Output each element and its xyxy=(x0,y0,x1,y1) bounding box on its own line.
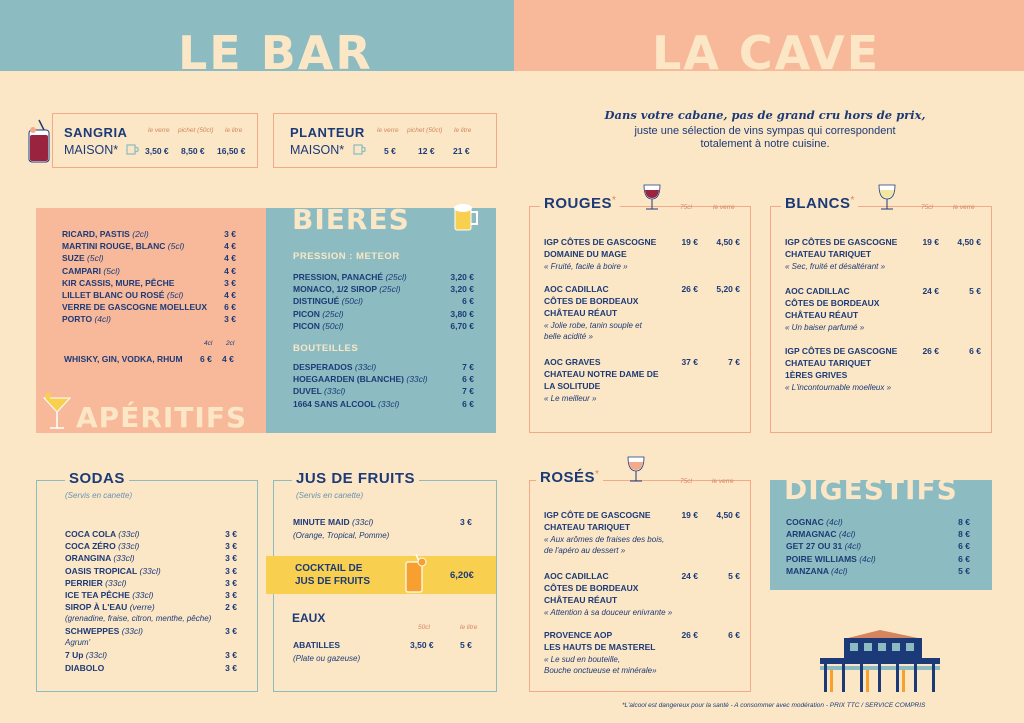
wine-line: IGP CÔTE DE GASCOGNE xyxy=(544,510,651,520)
bouteille-item-name xyxy=(293,398,399,410)
aperitif-item-name xyxy=(62,289,183,301)
aperitif-item-label: PORTO xyxy=(62,314,93,325)
minute-maid-price: 3 € xyxy=(460,517,472,527)
soda-item-name xyxy=(65,552,135,564)
pression-item-vol: (50cl) xyxy=(341,296,363,307)
wine-line: LES HAUTS DE MASTEREL xyxy=(544,642,656,652)
soda-item-price: 3 € xyxy=(225,529,237,539)
soda-item-name xyxy=(65,589,154,601)
wine-price-glass: 5,20 € xyxy=(716,284,740,294)
digestif-item-vol: (4cl) xyxy=(838,529,856,540)
digestif-item-vol: (4cl) xyxy=(859,553,876,564)
aperitif-item-price: 4 € xyxy=(224,253,236,264)
minute-maid-label: MINUTE MAID xyxy=(293,517,350,527)
planteur-price-3: 21 € xyxy=(453,146,470,156)
soda-item-price: 3 € xyxy=(225,565,237,576)
sangria-price-2: 8,50 € xyxy=(181,146,205,156)
wine-line: PROVENCE AOP xyxy=(544,630,613,640)
abatilles-desc: (Plate ou gazeuse) xyxy=(293,654,361,663)
roses-panel xyxy=(529,469,751,692)
soda-item-label: ICE TEA PÊCHE xyxy=(65,590,130,600)
sangria-name-2: MAISON* xyxy=(64,143,119,157)
wine-price-bottle: 19 € xyxy=(922,237,939,247)
digestif-item-vol: (4cl) xyxy=(831,565,848,576)
wine-desc: « Aux arômes de fraises des bois, xyxy=(544,535,665,544)
wine-price-bottle: 26 € xyxy=(681,284,698,294)
intro-line-3: totalement à notre cuisine. xyxy=(700,138,830,150)
sodas-sub: (Servis en canette) xyxy=(65,491,133,500)
bouteille-item-price: 7 € xyxy=(462,386,474,397)
wine-price-glass: 4,50 € xyxy=(957,237,981,247)
wine-line: CHÂTEAU RÉAUT xyxy=(544,595,618,605)
wine-line: IGP CÔTES DE GASCOGNE xyxy=(544,237,657,247)
soda-item-price: 3 € xyxy=(225,541,237,552)
whisky-name: WHISKY, GIN, VODKA, RHUM xyxy=(64,354,183,364)
digestif-item-label: COGNAC xyxy=(786,517,824,527)
minute-maid-name xyxy=(293,516,373,528)
roses-col-1: 75cl xyxy=(680,478,692,485)
soda-item-vol: (verre) xyxy=(129,602,155,613)
cocktail-label xyxy=(295,562,370,588)
digestif-item-price: 5 € xyxy=(958,565,970,576)
planteur-price-1: 5 € xyxy=(384,146,396,156)
cocktail-banner xyxy=(266,556,496,594)
aperitif-item-name xyxy=(62,240,184,252)
pression-item-vol: (25cl) xyxy=(379,284,401,295)
wine-price-glass: 4,50 € xyxy=(716,510,740,520)
digestif-item-name xyxy=(786,528,855,540)
bouteille-item-label: DESPERADOS xyxy=(293,362,353,372)
red-wine-glass-icon xyxy=(640,179,664,213)
blancs-panel xyxy=(770,195,992,433)
bouteille-item-name xyxy=(293,373,428,385)
soda-item-vol: (33cl) xyxy=(139,565,161,576)
aperitifs-title: APÉRITIFS xyxy=(76,401,248,434)
digestif-item-price: 6 € xyxy=(958,541,970,552)
rouges-col-1: 75cl xyxy=(680,204,692,211)
soda-item-name xyxy=(65,601,155,613)
aperitif-item-price: 6 € xyxy=(224,302,236,313)
aperitif-item-vol: (5cl) xyxy=(166,290,184,300)
soda-item-vol: (33cl) xyxy=(118,541,140,552)
pression-item-price: 3,80 € xyxy=(450,308,474,319)
wine-desc: belle acidité » xyxy=(544,332,593,341)
rouges-title: ROUGES xyxy=(544,195,613,212)
cocktail-glass-icon xyxy=(42,390,72,432)
bouteille-item-price: 6 € xyxy=(462,374,474,385)
bouteille-item-vol: (33cl) xyxy=(354,362,377,372)
bouteille-item-label: DUVEL xyxy=(293,386,322,397)
aperitif-item-name xyxy=(62,228,149,240)
wine-price-bottle: 26 € xyxy=(681,630,698,640)
soda-item-vol: (33cl) xyxy=(105,577,127,588)
wine-line: CHATEAU TARIQUET xyxy=(544,522,631,532)
wine-desc: « Le sud en bouteille, xyxy=(544,655,621,664)
wine-line: CHÂTEAU RÉAUT xyxy=(785,310,859,320)
roses-title: ROSÉS xyxy=(540,469,596,486)
sangria-panel xyxy=(52,113,258,168)
soda-item-price: 2 € xyxy=(225,602,237,613)
wine-desc: Bouche onctueuse et minérale» xyxy=(544,666,657,675)
planteur-price-2: 12 € xyxy=(418,146,435,156)
digestif-item-label: ARMAGNAC xyxy=(786,529,837,540)
cave-intro xyxy=(560,108,970,150)
wine-line: IGP CÔTES DE GASCOGNE xyxy=(785,346,898,356)
aperitif-item-vol: (2cl) xyxy=(132,229,149,239)
digestif-item-label: POIRE WILLIAMS xyxy=(786,553,857,564)
wine-line: 1ÈRES GRIVES xyxy=(785,370,848,380)
pression-title: PRESSION : METEOR xyxy=(293,251,400,262)
planteur-panel xyxy=(273,113,497,168)
soda-item-vol: (33cl) xyxy=(113,553,135,564)
abatilles-price-1: 3,50 € xyxy=(410,640,434,650)
jus-title: JUS DE FRUITS xyxy=(292,470,419,487)
rouges-panel xyxy=(529,195,751,433)
aperitif-item-name xyxy=(62,252,104,264)
digestif-item-vol: (4cl) xyxy=(826,517,843,527)
wine-price-glass: 5 € xyxy=(969,286,981,296)
aperitif-item-vol: (4cl) xyxy=(94,314,111,325)
pression-item-label: PICON xyxy=(293,308,320,319)
cocktail-line-1: COCKTAIL DE xyxy=(295,563,363,574)
soda-item-label: SIROP À L'EAU xyxy=(65,602,128,613)
wine-line: CHATEAU TARIQUET xyxy=(785,249,872,259)
wine-price-bottle: 19 € xyxy=(681,237,698,247)
pression-item-name xyxy=(293,295,363,307)
sangria-col-1: le verre xyxy=(148,127,170,134)
pression-item-name xyxy=(293,320,344,332)
aperitif-item-label: CAMPARI xyxy=(62,265,102,276)
aperitif-item-price: 4 € xyxy=(224,241,236,252)
aperitifs-panel xyxy=(36,208,266,433)
pression-item-label: DISTINGUÉ xyxy=(293,296,340,307)
wine-line: IGP CÔTES DE GASCOGNE xyxy=(785,237,898,247)
intro-line-1: Dans votre cabane, pas de grand cru hors de prix, xyxy=(604,108,926,122)
pression-item-vol: (25cl) xyxy=(385,272,407,282)
soda-item-name xyxy=(65,649,107,661)
roses-title-wrap: ROSÉS* xyxy=(536,469,603,487)
soda-item-label: OASIS TROPICAL xyxy=(65,565,138,576)
roses-col-2: le verre xyxy=(712,478,734,485)
sirop-desc: (grenadine, fraise, citron, menthe, pêche) xyxy=(65,614,212,624)
wine-price-glass: 6 € xyxy=(728,630,740,640)
digestif-item-name xyxy=(786,516,843,528)
aperitif-item-vol: (5cl) xyxy=(87,253,104,264)
bouteille-item-price: 6 € xyxy=(462,398,474,409)
wine-desc: « L'incontournable moelleux » xyxy=(785,383,892,392)
cocktail-line-2: JUS DE FRUITS xyxy=(295,576,371,587)
aperitif-item-price: 3 € xyxy=(224,229,236,239)
wine-price-bottle: 26 € xyxy=(922,346,939,356)
soda-item-price: 3 € xyxy=(225,662,237,673)
title-le-bar: LE BAR xyxy=(178,26,373,80)
pression-item-label: PRESSION, PANACHÉ xyxy=(293,272,384,282)
digestif-item-price: 6 € xyxy=(958,553,970,564)
sangria-jug-icon xyxy=(125,143,139,155)
wine-price-glass: 7 € xyxy=(728,357,740,367)
wine-price-bottle: 24 € xyxy=(922,286,939,296)
cocktail-price: 6,20€ xyxy=(450,570,474,581)
planteur-col-1: le verre xyxy=(377,127,399,134)
wine-line: AOC CADILLAC xyxy=(544,284,609,294)
planteur-name: PLANTEUR xyxy=(290,125,365,140)
bieres-panel xyxy=(266,203,496,433)
soda-item-name xyxy=(65,577,126,589)
soda-item-label: 7 Up xyxy=(65,650,84,661)
bieres-title: BIERES xyxy=(292,203,410,236)
digestif-item-vol: (4cl) xyxy=(844,541,862,552)
rouges-col-2: le verre xyxy=(713,204,735,211)
wine-desc: « Fruité, facile à boire » xyxy=(544,262,628,271)
juice-glass-icon xyxy=(402,552,428,594)
wine-line: CÔTES DE BORDEAUX xyxy=(785,298,880,308)
soda-item-name xyxy=(65,565,161,577)
white-wine-glass-icon xyxy=(875,179,899,213)
aperitif-item-price: 3 € xyxy=(224,277,236,288)
eaux-col-2: le litre xyxy=(460,624,478,631)
rose-wine-glass-icon xyxy=(624,451,648,485)
wine-price-bottle: 19 € xyxy=(681,510,698,520)
pression-item-price: 6 € xyxy=(462,296,474,307)
footer-note: *L'alcool est dangereux pour la santé - A consommer avec modération - PRIX TTC / SERVICE COMPRIS xyxy=(622,702,926,709)
sangria-col-2: pichet (50cl) xyxy=(178,127,214,134)
wine-line: LA SOLITUDE xyxy=(544,381,601,391)
aperitif-item-name xyxy=(62,265,120,277)
soda-item-price: 3 € xyxy=(225,577,237,588)
abatilles-name: ABATILLES xyxy=(293,640,341,650)
digestif-item-label: GET 27 OU 31 xyxy=(786,541,843,552)
wine-price-bottle: 24 € xyxy=(681,571,698,581)
soda-item-name xyxy=(65,540,139,552)
digestifs-title: DIGESTIFS xyxy=(784,473,958,506)
bouteilles-title: BOUTEILLES xyxy=(293,343,359,354)
blancs-col-1: 75cl xyxy=(921,204,933,211)
bouteille-item-label: HOEGAARDEN (BLANCHE) xyxy=(293,374,404,385)
digestif-item-label: MANZANA xyxy=(786,565,829,576)
pression-item-name xyxy=(293,271,407,283)
blancs-col-2: le verre xyxy=(953,204,975,211)
bouteille-item-label: 1664 SANS ALCOOL xyxy=(293,398,376,409)
whisky-col-1: 4cl xyxy=(204,340,213,347)
pression-item-price: 6,70 € xyxy=(450,320,474,331)
aperitif-item-price: 4 € xyxy=(224,290,236,300)
whisky-price-2: 4 € xyxy=(222,354,234,364)
eaux-title: EAUX xyxy=(292,611,326,625)
title-la-cave: LA CAVE xyxy=(652,26,881,80)
digestif-item-price: 8 € xyxy=(958,517,970,527)
wine-line: CHÂTEAU RÉAUT xyxy=(544,308,618,318)
schweppes-item-vol: (33cl) xyxy=(121,626,143,637)
sodas-panel xyxy=(36,470,258,692)
pression-item-name xyxy=(293,308,344,320)
schweppes-item-price: 3 € xyxy=(225,626,237,637)
jus-sub: (Servis en canette) xyxy=(296,491,364,500)
soda-item-vol: (33cl) xyxy=(132,590,154,600)
bouteille-item-vol: (33cl) xyxy=(406,374,428,385)
sodas-title: SODAS xyxy=(65,470,129,487)
sangria-glass-icon xyxy=(25,118,53,164)
wine-price-glass: 4,50 € xyxy=(716,237,740,247)
soda-item-name xyxy=(65,662,104,674)
pression-item-label: PICON xyxy=(293,320,320,331)
digestif-item-name xyxy=(786,553,876,565)
aperitif-item-label: LILLET BLANC OU ROSÉ xyxy=(62,290,165,300)
soda-item-vol: (33cl) xyxy=(118,529,140,539)
blancs-title-wrap: BLANCS* xyxy=(781,195,858,213)
minute-maid-desc: (Orange, Tropical, Pomme) xyxy=(293,531,390,540)
aperitif-item-label: SUZE xyxy=(62,253,85,264)
aperitif-item-label: VERRE DE GASCOGNE MOELLEUX xyxy=(62,302,207,313)
wine-line: CHATEAU NOTRE DAME DE xyxy=(544,369,659,379)
wine-desc: de l'apéro au dessert » xyxy=(544,546,626,555)
sangria-price-3: 16,50 € xyxy=(217,146,246,156)
soda-item-price: 3 € xyxy=(225,590,237,600)
wine-desc: « Un baiser parfumé » xyxy=(785,323,865,332)
wine-price-glass: 6 € xyxy=(969,346,981,356)
schweppes-item-label: SCHWEPPES xyxy=(65,626,120,637)
soda-item-vol: (33cl) xyxy=(85,650,108,661)
aperitif-item-name xyxy=(62,313,111,325)
schweppes-desc: Agrum' xyxy=(65,638,91,648)
bouteille-item-name xyxy=(293,385,345,397)
sangria-price-1: 3,50 € xyxy=(145,146,169,156)
intro-line-2: juste une sélection de vins sympas qui correspondent xyxy=(634,125,896,137)
digestif-item-price: 8 € xyxy=(958,529,970,540)
sangria-name: SANGRIA xyxy=(64,125,128,140)
wine-line: AOC GRAVES xyxy=(544,357,601,367)
wine-line: AOC CADILLAC xyxy=(785,286,850,296)
bouteille-item-vol: (33cl) xyxy=(378,398,400,409)
soda-item-name xyxy=(65,528,139,540)
bouteille-item-vol: (33cl) xyxy=(324,386,346,397)
minute-maid-vol: (33cl) xyxy=(352,517,374,527)
wine-line: CHATEAU TARIQUET xyxy=(785,358,872,368)
wine-price-bottle: 37 € xyxy=(681,357,698,367)
digestifs-panel xyxy=(770,473,992,590)
pression-item-vol: (50cl) xyxy=(322,320,344,331)
wine-price-glass: 5 € xyxy=(728,571,740,581)
whisky-price-1: 6 € xyxy=(200,354,212,364)
pression-item-name xyxy=(293,283,401,295)
blancs-title: BLANCS xyxy=(785,195,851,212)
soda-item-label: ORANGINA xyxy=(65,553,111,564)
wine-desc: « Jolie robe, tanin souple et xyxy=(544,321,642,330)
planteur-col-2: pichet (50cl) xyxy=(407,127,443,134)
wine-line: AOC CADILLAC xyxy=(544,571,609,581)
wine-desc: « Attention à sa douceur enivrante » xyxy=(544,608,673,617)
aperitif-item-price: 3 € xyxy=(224,314,236,325)
wine-desc: « Sec, fruité et désaltérant » xyxy=(785,262,886,271)
aperitif-item-price: 4 € xyxy=(224,265,236,276)
planteur-col-3: le litre xyxy=(454,127,472,134)
aperitif-item-vol: (5cl) xyxy=(103,265,120,276)
aperitif-item-label: RICARD, PASTIS xyxy=(62,229,130,239)
eaux-col-1: 50cl xyxy=(418,624,430,631)
cabin-illustration xyxy=(818,628,942,694)
sangria-col-3: le litre xyxy=(225,127,243,134)
abatilles-price-2: 5 € xyxy=(460,640,472,650)
soda-item-label: COCA COLA xyxy=(65,529,116,539)
pression-item-price: 3,20 € xyxy=(450,272,474,282)
soda-item-label: DIABOLO xyxy=(65,662,105,673)
soda-item-label: COCA ZÉRO xyxy=(65,541,116,552)
rouges-title-wrap: ROUGES* xyxy=(540,195,620,213)
planteur-name-2: MAISON* xyxy=(290,143,345,157)
pression-item-vol: (25cl) xyxy=(322,308,344,319)
wine-line: CÔTES DE BORDEAUX xyxy=(544,296,639,306)
bouteille-item-price: 7 € xyxy=(462,362,474,372)
aperitif-item-label: MARTINI ROUGE, BLANC xyxy=(62,241,166,252)
aperitif-item-name xyxy=(62,277,174,289)
soda-item-label: PERRIER xyxy=(65,577,103,588)
bouteille-item-name xyxy=(293,361,376,373)
wine-line: DOMAINE DU MAGE xyxy=(544,249,627,259)
schweppes-item-name xyxy=(65,625,143,637)
planteur-jug-icon xyxy=(352,143,366,155)
aperitif-item-name xyxy=(62,301,207,313)
digestif-item-name xyxy=(786,565,848,577)
digestif-item-name xyxy=(786,540,861,552)
wine-desc: « Le meilleur » xyxy=(544,394,597,403)
wine-line: CÔTES DE BORDEAUX xyxy=(544,583,639,593)
aperitif-item-label: KIR CASSIS, MURE, PÊCHE xyxy=(62,277,175,288)
pression-item-label: MONACO, 1/2 SIROP xyxy=(293,284,377,295)
soda-item-price: 3 € xyxy=(225,553,237,564)
aperitif-item-vol: (5cl) xyxy=(167,241,185,252)
soda-item-price: 3 € xyxy=(225,650,237,661)
whisky-col-2: 2cl xyxy=(226,340,235,347)
pression-item-price: 3,20 € xyxy=(450,284,474,295)
beer-mug-icon xyxy=(451,200,481,232)
